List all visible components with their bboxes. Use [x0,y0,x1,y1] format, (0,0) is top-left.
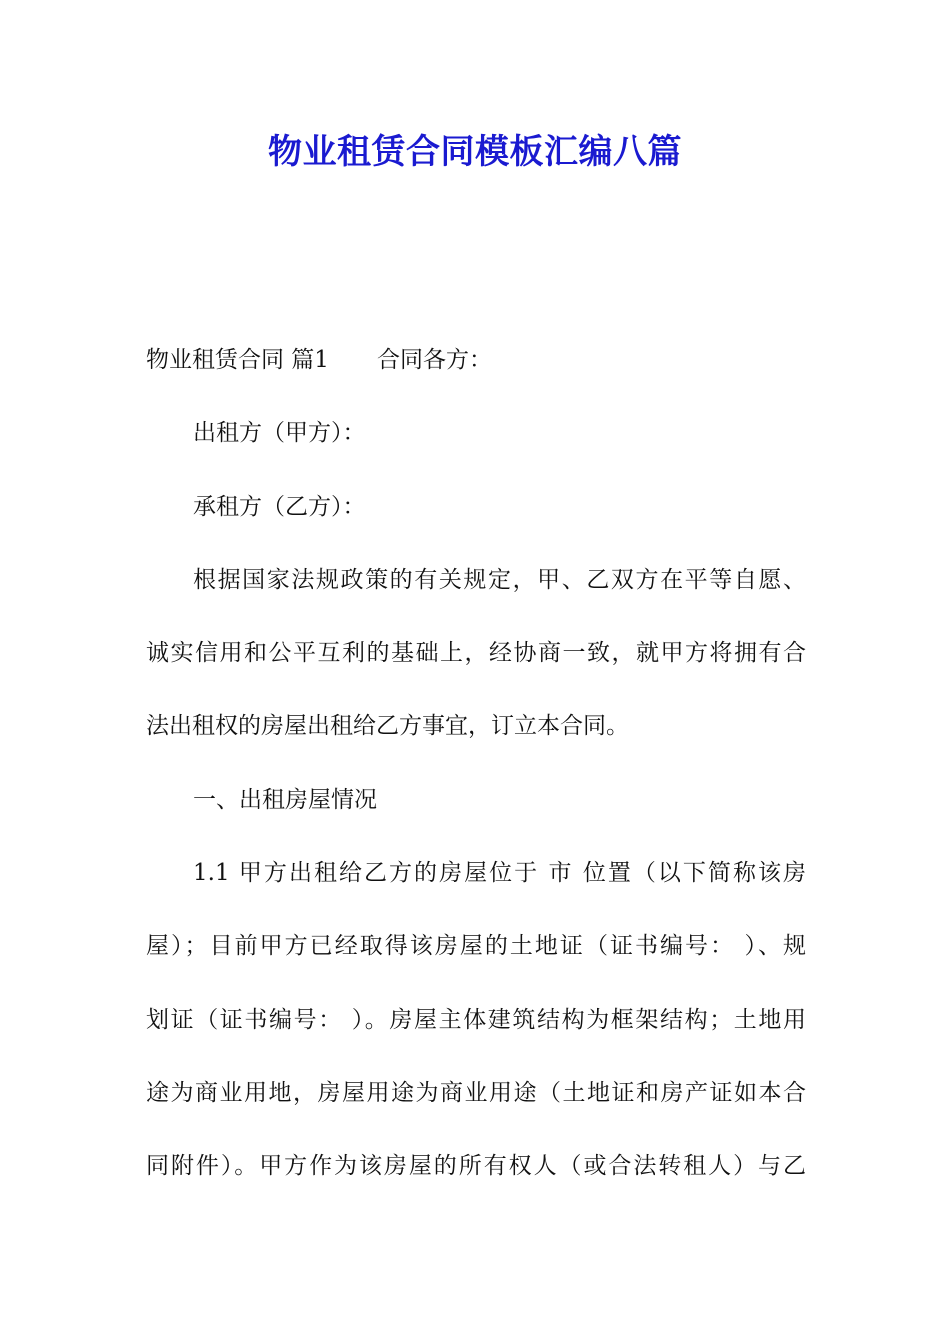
lessee-line: 承租方（乙方）： [193,493,366,520]
article-1-1-line-5: 同附件）。甲方作为该房屋的所有权人（或合法转租人）与乙 [146,1153,806,1180]
section-heading-line [146,336,806,409]
lessor-line: 出租方（甲方）： [193,420,366,447]
document-body [146,336,806,1216]
article-1-heading: 一、出租房屋情况 [193,786,377,813]
document-title: 物业租赁合同模板汇编八篇 [268,132,682,172]
preamble-line-1: 根据国家法规政策的有关规定，甲、乙双方在平等自愿、 [193,566,806,593]
article-1-1-line-4: 途为商业用地，房屋用途为商业用途（土地证和房产证如本合 [146,1079,806,1106]
section-heading: 物业租赁合同 篇1 [146,347,329,373]
article-1-1-line-1: 1.1 甲方出租给乙方的房屋位于 市 位置（以下简称该房 [193,860,806,887]
parties-label: 合同各方： [376,347,492,373]
article-1-1-line-2: 屋）；目前甲方已经取得该房屋的土地证（证书编号： ）、规 [146,933,806,960]
preamble-line-2: 诚实信用和公平互利的基础上，经协商一致，就甲方将拥有合 [146,640,806,667]
article-1-1-line-3: 划证（证书编号： ）。房屋主体建筑结构为框架结构；土地用 [146,1006,806,1033]
preamble-line-3: 法出租权的房屋出租给乙方事宜，订立本合同。 [146,713,629,740]
